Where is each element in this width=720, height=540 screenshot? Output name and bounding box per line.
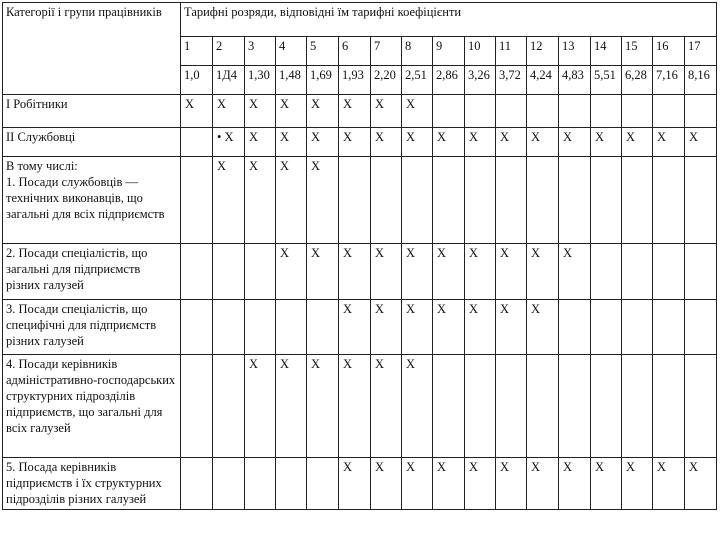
mark-cell: Х — [213, 157, 245, 244]
mark-cell — [213, 244, 245, 300]
mark-cell — [339, 157, 371, 244]
mark-cell: Х — [402, 244, 433, 300]
table-row — [3, 128, 717, 157]
grade-cell: 14 — [591, 37, 622, 66]
mark-cell — [622, 355, 653, 458]
coefficient-cell: 1,0 — [181, 66, 213, 95]
mark-cell: Х — [591, 128, 622, 157]
grade-cell: 3 — [245, 37, 276, 66]
tariff-table — [2, 2, 717, 510]
mark-cell: Х — [622, 458, 653, 510]
row-label: В тому числі: 1. Посади службовців — технічних виконавців, що загальні для всіх підприємств — [3, 157, 181, 244]
mark-cell: Х — [371, 244, 402, 300]
mark-cell — [496, 95, 527, 128]
mark-cell: Х — [685, 128, 717, 157]
mark-cell — [653, 300, 685, 355]
mark-cell: Х — [402, 300, 433, 355]
mark-cell — [559, 300, 591, 355]
grade-cell: 5 — [307, 37, 339, 66]
coefficient-cell: 4,83 — [559, 66, 591, 95]
mark-cell — [496, 355, 527, 458]
mark-cell — [559, 355, 591, 458]
coefficient-cell: 1,30 — [245, 66, 276, 95]
mark-cell: Х — [181, 95, 213, 128]
mark-cell — [465, 157, 496, 244]
mark-cell: Х — [339, 300, 371, 355]
mark-cell: Х — [245, 355, 276, 458]
mark-cell — [685, 157, 717, 244]
mark-cell: Х — [371, 355, 402, 458]
mark-cell — [181, 244, 213, 300]
mark-cell — [591, 355, 622, 458]
mark-cell: • Х — [213, 128, 245, 157]
mark-cell: Х — [433, 300, 465, 355]
grade-cell: 9 — [433, 37, 465, 66]
mark-cell: Х — [276, 128, 307, 157]
mark-cell — [685, 244, 717, 300]
mark-cell — [213, 355, 245, 458]
mark-cell: Х — [622, 128, 653, 157]
mark-cell: Х — [276, 157, 307, 244]
table-row — [3, 355, 717, 458]
row-label: ІІ Службовці — [3, 128, 181, 157]
table-row — [3, 157, 717, 244]
mark-cell: Х — [245, 95, 276, 128]
coefficient-cell: 3,26 — [465, 66, 496, 95]
row-label: 4. Посади керівників адміністративно-господарських структурних підрозділів підприємств, що загальні для всіх галузей — [3, 355, 181, 458]
mark-cell — [245, 244, 276, 300]
mark-cell: Х — [496, 128, 527, 157]
coefficient-cell: 1,93 — [339, 66, 371, 95]
grade-cell: 16 — [653, 37, 685, 66]
mark-cell — [527, 95, 559, 128]
grade-cell: 8 — [402, 37, 433, 66]
table-row — [3, 244, 717, 300]
mark-cell: Х — [496, 244, 527, 300]
grade-cell: 13 — [559, 37, 591, 66]
mark-cell — [433, 355, 465, 458]
grade-cell: 2 — [213, 37, 245, 66]
mark-cell — [465, 95, 496, 128]
header-ranks: Тарифні розряди, відповідні їм тарифні коефіцієнти — [181, 3, 717, 37]
mark-cell — [465, 355, 496, 458]
grade-cell: 6 — [339, 37, 371, 66]
mark-cell: Х — [653, 128, 685, 157]
mark-cell — [181, 458, 213, 510]
mark-cell — [307, 458, 339, 510]
mark-cell: Х — [339, 128, 371, 157]
grade-cell: 1 — [181, 37, 213, 66]
mark-cell — [181, 128, 213, 157]
mark-cell — [181, 300, 213, 355]
grade-cell: 11 — [496, 37, 527, 66]
mark-cell — [559, 157, 591, 244]
mark-cell: Х — [402, 95, 433, 128]
mark-cell — [685, 300, 717, 355]
mark-cell: Х — [433, 244, 465, 300]
mark-cell: Х — [276, 95, 307, 128]
coefficient-cell: 1,69 — [307, 66, 339, 95]
coefficient-cell: 2,86 — [433, 66, 465, 95]
row-label: І Робітники — [3, 95, 181, 128]
coefficient-cell: 1Д4 — [213, 66, 245, 95]
mark-cell: Х — [527, 458, 559, 510]
mark-cell: Х — [465, 458, 496, 510]
coefficient-cell: 2,20 — [371, 66, 402, 95]
mark-cell: Х — [276, 244, 307, 300]
coefficient-cell: 4,24 — [527, 66, 559, 95]
mark-cell: Х — [245, 157, 276, 244]
header-category: Категорії і групи працівників — [3, 3, 181, 95]
coefficient-cell: 6,28 — [622, 66, 653, 95]
mark-cell: Х — [402, 355, 433, 458]
mark-cell: Х — [307, 95, 339, 128]
mark-cell: Х — [465, 300, 496, 355]
mark-cell — [591, 157, 622, 244]
mark-cell: Х — [402, 128, 433, 157]
mark-cell — [622, 95, 653, 128]
coefficient-cell: 2,51 — [402, 66, 433, 95]
mark-cell: Х — [402, 458, 433, 510]
mark-cell: Х — [496, 300, 527, 355]
mark-cell: Х — [339, 95, 371, 128]
mark-cell — [213, 458, 245, 510]
grade-cell: 4 — [276, 37, 307, 66]
mark-cell — [653, 355, 685, 458]
mark-cell — [433, 157, 465, 244]
mark-cell: Х — [339, 244, 371, 300]
mark-cell — [591, 244, 622, 300]
mark-cell — [527, 157, 559, 244]
mark-cell — [276, 300, 307, 355]
mark-cell: Х — [213, 95, 245, 128]
mark-cell: Х — [465, 128, 496, 157]
mark-cell: Х — [307, 244, 339, 300]
grade-cell: 15 — [622, 37, 653, 66]
mark-cell: Х — [371, 128, 402, 157]
mark-cell — [181, 157, 213, 244]
coefficient-cell: 8,16 — [685, 66, 717, 95]
mark-cell: Х — [433, 128, 465, 157]
mark-cell: Х — [527, 300, 559, 355]
mark-cell — [653, 244, 685, 300]
coefficient-cell: 3,72 — [496, 66, 527, 95]
coefficient-cell: 5,51 — [591, 66, 622, 95]
mark-cell — [622, 300, 653, 355]
mark-cell: Х — [685, 458, 717, 510]
mark-cell: Х — [307, 355, 339, 458]
mark-cell — [433, 95, 465, 128]
mark-cell: Х — [371, 95, 402, 128]
mark-cell — [653, 157, 685, 244]
mark-cell: Х — [527, 244, 559, 300]
table-row — [3, 458, 717, 510]
mark-cell — [653, 95, 685, 128]
mark-cell — [685, 355, 717, 458]
mark-cell: Х — [559, 458, 591, 510]
coefficient-cell: 1,48 — [276, 66, 307, 95]
row-label: 5. Посада керівників підприємств і їх структурних підрозділів різних галузей — [3, 458, 181, 510]
table-row — [3, 300, 717, 355]
mark-cell — [527, 355, 559, 458]
table-row — [3, 95, 717, 128]
mark-cell: Х — [496, 458, 527, 510]
mark-cell — [245, 300, 276, 355]
grade-cell: 7 — [371, 37, 402, 66]
mark-cell — [181, 355, 213, 458]
mark-cell — [622, 244, 653, 300]
mark-cell — [213, 300, 245, 355]
mark-cell: Х — [527, 128, 559, 157]
mark-cell: Х — [371, 458, 402, 510]
grade-cell: 10 — [465, 37, 496, 66]
mark-cell — [591, 300, 622, 355]
grade-cell: 17 — [685, 37, 717, 66]
mark-cell: Х — [559, 244, 591, 300]
mark-cell: Х — [245, 128, 276, 157]
grade-cell: 12 — [527, 37, 559, 66]
mark-cell: Х — [465, 244, 496, 300]
mark-cell — [591, 95, 622, 128]
mark-cell — [496, 157, 527, 244]
mark-cell — [622, 157, 653, 244]
row-label: 2. Посади спеціалістів, що загальні для підприємств різних галузей — [3, 244, 181, 300]
mark-cell — [307, 300, 339, 355]
mark-cell: Х — [591, 458, 622, 510]
mark-cell — [559, 95, 591, 128]
mark-cell: Х — [371, 300, 402, 355]
coefficient-cell: 7,16 — [653, 66, 685, 95]
mark-cell: Х — [433, 458, 465, 510]
mark-cell — [276, 458, 307, 510]
mark-cell — [685, 95, 717, 128]
mark-cell: Х — [339, 458, 371, 510]
mark-cell — [402, 157, 433, 244]
mark-cell: Х — [653, 458, 685, 510]
mark-cell — [371, 157, 402, 244]
mark-cell — [245, 458, 276, 510]
mark-cell: Х — [307, 128, 339, 157]
row-label: 3. Посади спеціалістів, що специфічні для підприємств різних галузей — [3, 300, 181, 355]
mark-cell: Х — [339, 355, 371, 458]
mark-cell: Х — [276, 355, 307, 458]
mark-cell: Х — [307, 157, 339, 244]
mark-cell: Х — [559, 128, 591, 157]
